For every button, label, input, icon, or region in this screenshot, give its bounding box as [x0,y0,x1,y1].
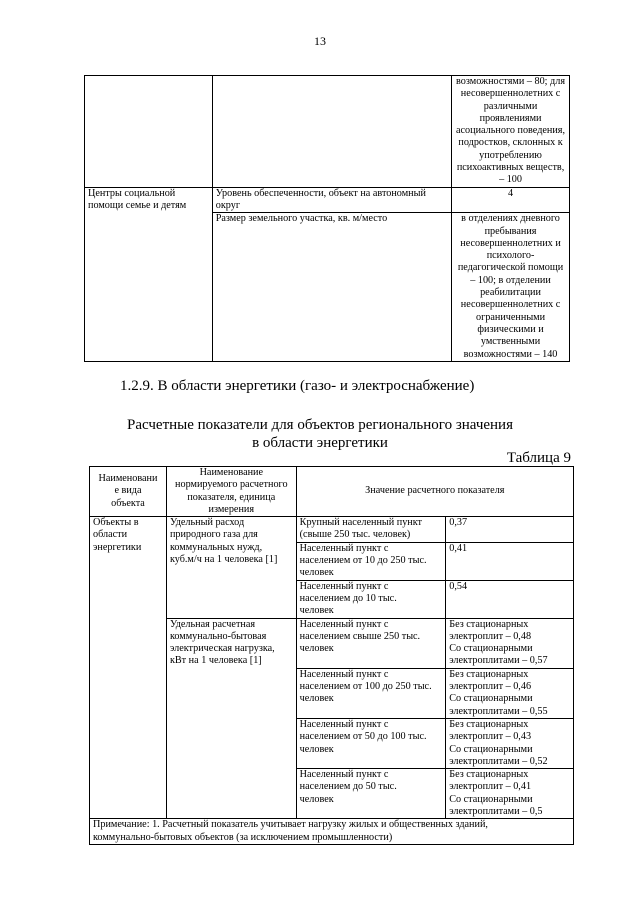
value-cell: Без стационарных электроплит – 0,48 Со стационарными электроплитами – 0,57 [446,618,574,668]
value-cell: 0,37 [446,517,574,543]
indicator-cell: Уровень обеспеченности, объект на автономный округ [212,187,451,213]
table-row [85,187,570,213]
page-number: 13 [314,34,326,48]
table-cell [212,76,451,188]
value-cell: 0,41 [446,542,574,580]
table-row [85,76,570,188]
electric-indicator-cell: Удельная расчетная коммунально-бытовая электрическая нагрузка, кВт на 1 человека [1] [166,618,296,819]
header-object-type: Наименовани е вида объекта [90,467,167,517]
table-cell [85,76,213,188]
settlement-cell: Населенный пункт с населением от 100 до 250 тыс. человек [296,668,446,718]
settlement-cell: Крупный населенный пункт (свыше 250 тыс. человек) [296,517,446,543]
indicator-cell: Размер земельного участка, кв. м/место [212,213,451,362]
settlement-cell: Населенный пункт с населением до 10 тыс. человек [296,580,446,618]
social-centers-table [84,75,570,362]
value-cell: Без стационарных электроплит – 0,43 Со стационарными электроплитами – 0,52 [446,718,574,768]
settlement-cell: Населенный пункт с населением от 10 до 250 тыс. человек [296,542,446,580]
header-indicator: Наименование нормируемого расчетного показателя, единица измерения [166,467,296,517]
value-cell: в отделениях дневного пребывания несовершеннолетних и психолого- педагогической помощи – 100; в отделении реабилитации несовершеннолетних с ограниченными физическими и умственными возможностями – 140 [452,213,570,362]
energy-table [89,466,574,845]
settlement-cell: Населенный пункт с населением от 50 до 100 тыс. человек [296,718,446,768]
settlement-cell: Населенный пункт с населением до 50 тыс. человек [296,769,446,819]
value-cell: Без стационарных электроплит – 0,46 Со стационарными электроплитами – 0,55 [446,668,574,718]
settlement-cell: Населенный пункт с населением свыше 250 тыс. человек [296,618,446,668]
object-cell: Центры социальной помощи семье и детям [85,187,213,361]
header-row [90,467,574,517]
gas-indicator-cell: Удельный расход природного газа для коммунальных нужд, куб.м/ч на 1 человека [1] [166,517,296,618]
value-cell: 0,54 [446,580,574,618]
note-cell: Примечание: 1. Расчетный показатель учитывает нагрузку жилых и общественных зданий, коммунально-бытовых объектов (за исключением промышленности) [90,819,574,845]
table-cell: возможностями – 80; для несовершеннолетних с различными проявлениями асоциального поведения, подростков, склонных к употреблению психоактивных веществ, – 100 [452,76,570,188]
table-row [90,517,574,543]
object-cell: Объекты в области энергетики [90,517,167,819]
header-value: Значение расчетного показателя [296,467,573,517]
section-heading: 1.2.9. В области энергетики (газо- и электроснабжение) [120,378,475,394]
table-number: Таблица 9 [506,450,571,466]
value-cell: Без стационарных электроплит – 0,41 Со стационарными электроплитами – 0,5 [446,769,574,819]
table-title: Расчетные показатели для объектов регионального значения в области энергетики [127,417,513,451]
value-cell: 4 [452,187,570,213]
note-row [90,819,574,845]
